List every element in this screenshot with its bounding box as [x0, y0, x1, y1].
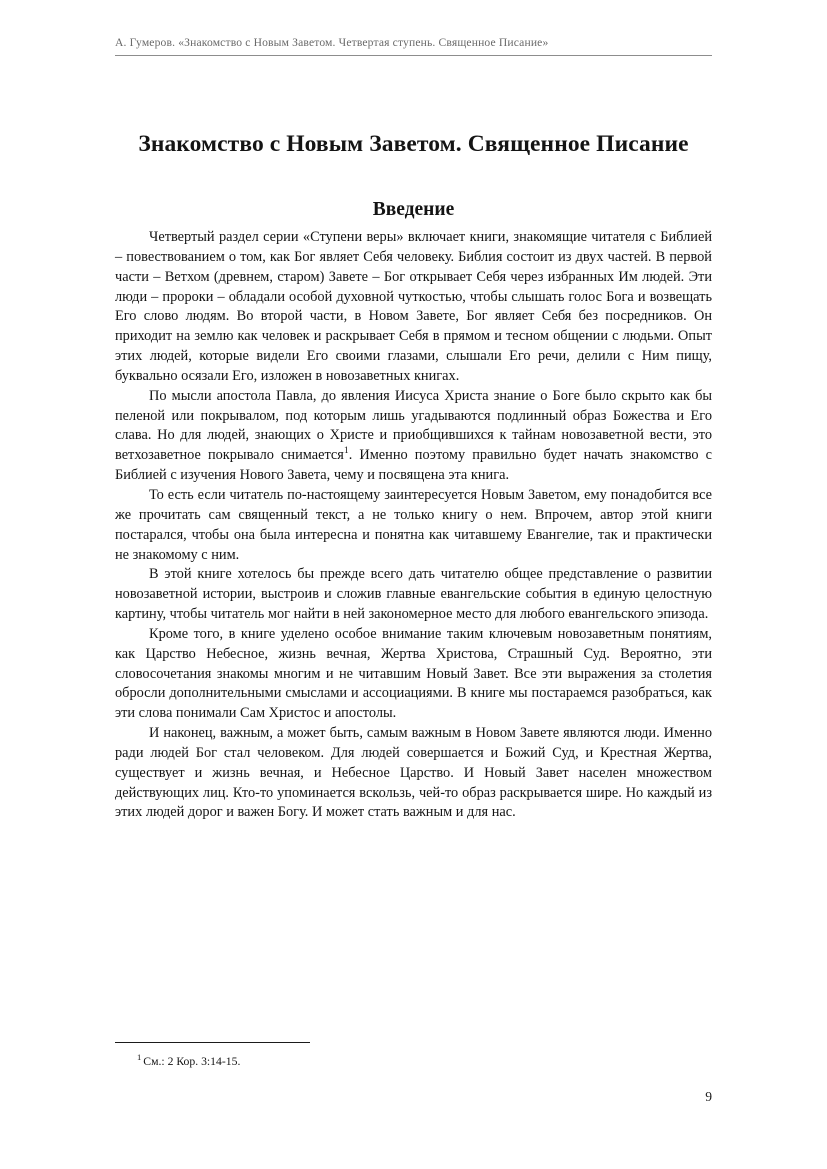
- paragraph-1: Четвертый раздел серии «Ступени веры» включает книги, знакомящие читателя с Библией – повествованием о том, как Бог являет Себя человеку. Библия состоит из двух частей. В первой части – Ветхом (древнем, старом) Завете – Бог открывает Себя через избранных Им людей. Эти люди – пророки – обладали особой духовной чуткостью, чтобы слышать голос Бога и возвещать Его слово людям. Во второй части, в Новом Завете, Бог являет Себя без посредников. Он приходит на землю как человек и раскрывает Себя в прямом и тесном общении с людьми. Опыт этих людей, которые видели Его своими глазами, слышали Его речи, делили с Ним пищу, буквально осязали Его, изложен в новозаветных книгах.: [115, 229, 712, 384]
- section-heading: Введение: [372, 199, 455, 221]
- footnote-separator-rule: [115, 1042, 310, 1043]
- body-text: [115, 228, 712, 823]
- paragraph-2-with-footnote: [115, 387, 712, 486]
- footnote-number: 1: [137, 1052, 142, 1063]
- footnote-block: [115, 1042, 712, 1069]
- page-number: 9: [705, 1089, 712, 1104]
- footnote-entry: [115, 1054, 712, 1069]
- running-header-text: А. Гумеров. «Знакомство с Новым Заветом. Четвертая ступень. Священное Писание»: [115, 36, 549, 49]
- paragraph-3: То есть если читатель по-настоящему заинтересуется Новым Заветом, ему понадобится все же прочитать сам священный текст, а не только книгу о нем. Впрочем, автор этой книги постарался, чтобы она была интересна и понятна как читавшему Евангелие, так и практически не знакомому с ним.: [115, 486, 712, 563]
- footnote-reference-marker[interactable]: 1: [343, 445, 349, 457]
- paragraph-6: И наконец, важным, а может быть, самым важным в Новом Завете являются люди. Именно ради людей Бог стал человеком. Для людей совершается и Божий Суд, и Крестная Жертва, существует и жизнь вечная, и Небесное Царство. И Новый Завет населен множеством действующих лиц. Кто-то упоминается вскользь, чей-то образ раскрывается шире. Но каждый из этих людей дорог и важен Богу. И может стать важным и для нас.: [115, 725, 712, 821]
- paragraph-5: Кроме того, в книге уделено особое внимание таким ключевым новозаветным понятиям, как Царство Небесное, жизнь вечная, Жертва Христова, Страшный Суд. Вероятно, эти словосочетания знакомы многим и не читавшим Новый Завет. Все эти выражения за столетия обросли дополнительными смыслами и ассоциациями. В книге мы постараемся разобраться, как эти слова понимали Сам Христос и апостолы.: [115, 625, 712, 722]
- page-title: Знакомство с Новым Заветом. Священное Писание: [138, 130, 689, 157]
- paragraph-2-after-footnote: . Именно поэтому правильно будет начать знакомство с Библией с изучения Нового Завета, чему и посвящена эта книга.: [115, 447, 712, 484]
- footnote-body-text: См.: 2 Кор. 3:14-15.: [143, 1055, 241, 1068]
- running-header: [115, 36, 712, 56]
- paragraph-4: В этой книге хотелось бы прежде всего дать читателю общее представление о развитии новозаветной истории, выстроив и сложив главные евангельские события в единую целостную картину, чтобы читатель мог найти в ней закономерное место для любого евангельского эпизода.: [115, 566, 712, 623]
- running-header-rule: [115, 55, 712, 56]
- paragraph-2-before-footnote: По мысли апостола Павла, до явления Иисуса Христа знание о Боге было скрыто как бы пеленой или покрывалом, под которым лишь угадываются подлинный образ Божества и Его слава. Но для людей, знающих о Христе и приобщившихся к тайнам новозаветной вести, это ветхозаветное покрывало снимается: [115, 387, 712, 464]
